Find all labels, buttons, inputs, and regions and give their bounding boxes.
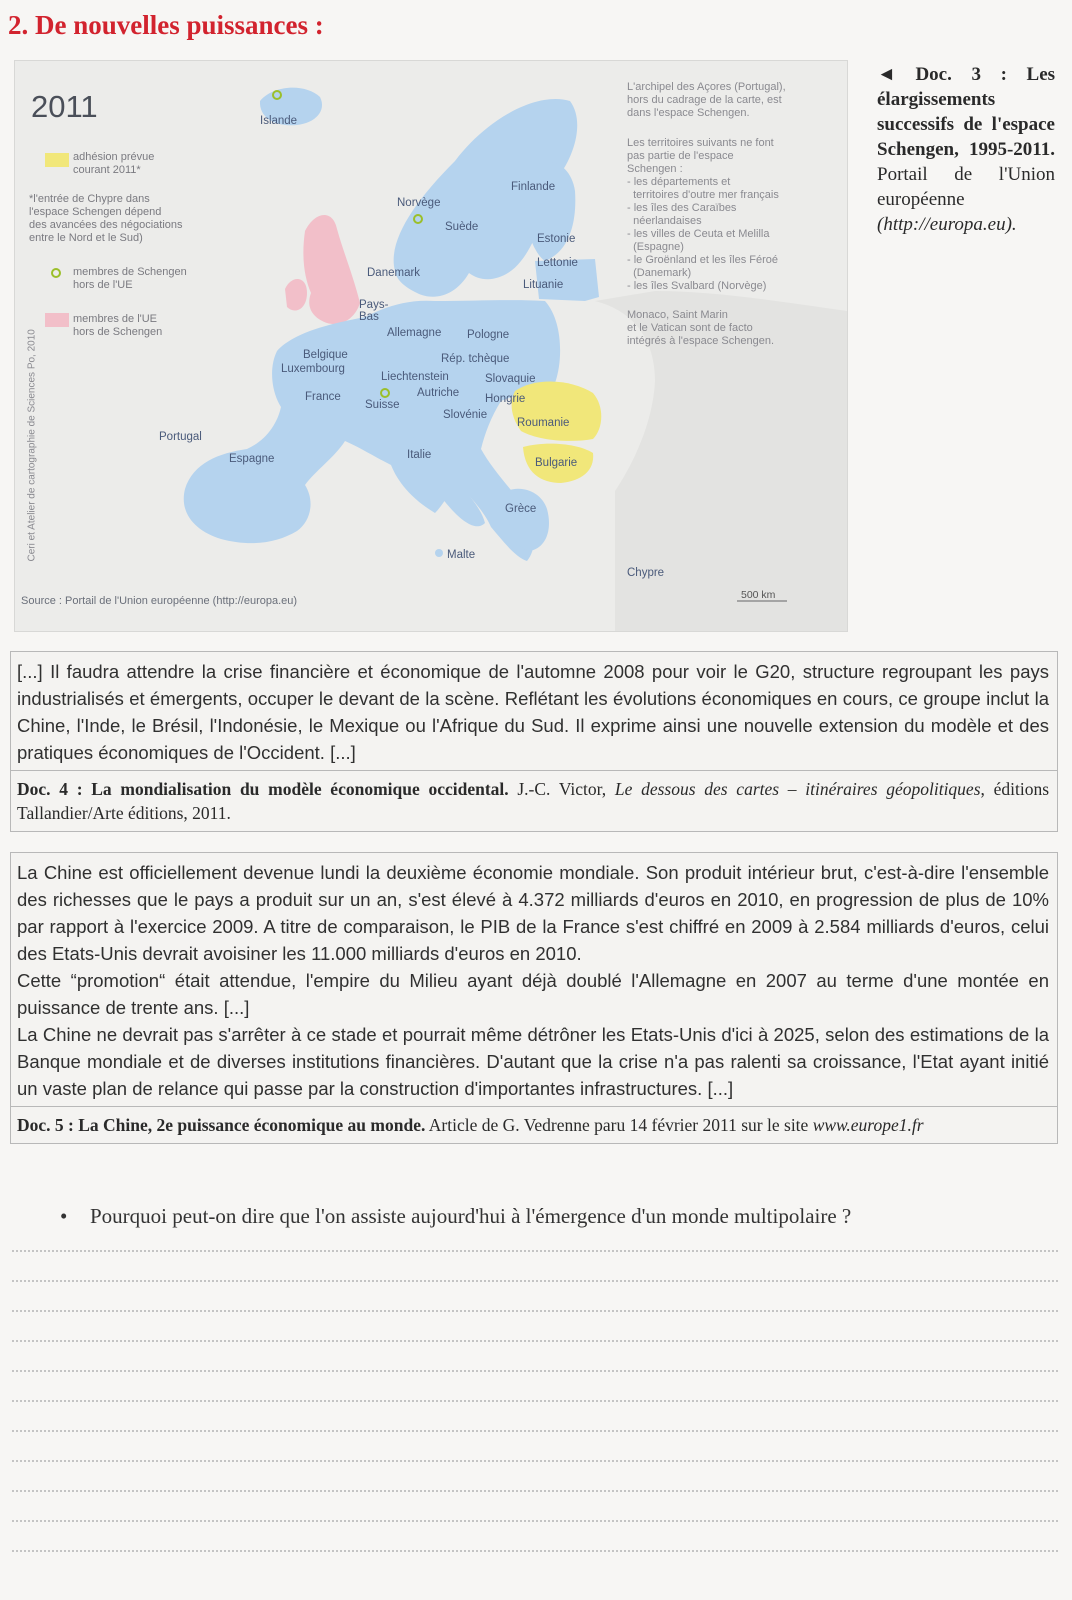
legend-eu-non-schengen: membres de l'UE hors de Schengen	[73, 313, 163, 338]
country-hongrie: Hongrie	[485, 393, 526, 405]
schengen-map	[14, 60, 848, 632]
country-pays-bas: Pays- Bas	[359, 299, 389, 323]
legend-non-eu: membres de Schengen hors de l'UE	[73, 266, 187, 291]
answer-line[interactable]	[12, 1250, 1058, 1252]
malta-shape	[435, 549, 443, 557]
country-suede: Suède	[445, 221, 479, 233]
legend-nonEU-marker	[52, 269, 60, 277]
doc3-label: Doc. 3 :	[915, 64, 1007, 85]
doc4-author: J.-C. Victor,	[517, 779, 607, 799]
note-azores: L'archipel des Açores (Portugal), hors du cadrage de la carte, est dans l'espace Schengen.	[627, 81, 786, 119]
country-rep-tcheque: Rép. tchèque	[441, 353, 510, 365]
answer-line[interactable]	[12, 1310, 1058, 1312]
answer-line[interactable]	[12, 1490, 1058, 1492]
country-italie: Italie	[407, 449, 432, 461]
map-source: Source : Portail de l'Union européenne (http://europa.eu)	[21, 595, 298, 607]
country-chypre: Chypre	[627, 567, 665, 579]
doc5-box	[10, 852, 1058, 1144]
question	[60, 1204, 851, 1229]
country-autriche: Autriche	[417, 387, 460, 399]
answer-line[interactable]	[12, 1430, 1058, 1432]
doc5-url: www.europe1.fr	[812, 1115, 924, 1135]
country-malte: Malte	[447, 549, 476, 561]
doc4-text: [...] Il faudra attendre la crise financière et économique de l'automne 2008 pour voir le G20, structure regroupant les pays industrialisés et émergents, occuper le devant de la scène. Reflétant les évolutions économiques en cours, ce groupe inclut la Chine, l'Inde, le Brésil, l'Indonésie, le Mexique ou l'Afrique du Sud. Il exprime ainsi une nouvelle extension du modèle et des pratiques économiques de l'Occident. [...]	[17, 661, 1049, 763]
country-slovaquie: Slovaquie	[485, 373, 536, 385]
country-roumanie: Roumanie	[517, 417, 570, 429]
country-espagne: Espagne	[229, 453, 275, 465]
country-suisse: Suisse	[365, 399, 400, 411]
doc4-publisher: , éditions Tallandier/Arte éditions, 2011.	[17, 779, 1050, 823]
doc5-body	[11, 853, 1057, 1106]
doc4-title: Doc. 4 : La mondialisation du modèle économique occidental.	[17, 779, 509, 799]
question-bullet: •	[60, 1204, 68, 1228]
question-text: Pourquoi peut-on dire que l'on assiste aujourd'hui à l'émergence d'un monde multipolaire ?	[90, 1204, 852, 1228]
answer-line[interactable]	[12, 1400, 1058, 1402]
doc3-marker: ◄	[877, 64, 896, 85]
doc5-source-text: Article de G. Vedrenne paru 14 février 2011 sur le site	[428, 1115, 809, 1135]
country-slovenie: Slovénie	[443, 409, 488, 421]
doc4-body	[11, 652, 1057, 770]
romania-shape	[512, 381, 602, 440]
answer-line[interactable]	[12, 1460, 1058, 1462]
country-luxembourg: Luxembourg	[281, 363, 345, 375]
doc4-book: Le dessous des cartes – itinéraires géopolitiques	[614, 779, 981, 799]
ireland-shape	[285, 279, 307, 311]
country-pologne: Pologne	[467, 329, 510, 341]
country-france: France	[305, 391, 341, 403]
section-title: 2. De nouvelles puissances :	[8, 10, 324, 40]
country-belgique: Belgique	[303, 349, 348, 361]
country-danemark: Danemark	[367, 267, 421, 279]
uk-shape	[303, 215, 360, 324]
legend-planned: adhésion prévue courant 2011*	[73, 151, 155, 176]
legend-cyprus-note: *l'entrée de Chypre dans l'espace Schengen dépend des avancées des négociations entre le Nord et le Sud)	[29, 193, 183, 244]
answer-line[interactable]	[12, 1370, 1058, 1372]
doc3-title: Les élargissements successifs de l'espace Schengen, 1995-2011.	[877, 64, 1056, 160]
country-bulgarie: Bulgarie	[535, 457, 578, 469]
country-allemagne: Allemagne	[387, 327, 442, 339]
doc5-source	[11, 1106, 1057, 1143]
country-grece: Grèce	[505, 503, 537, 515]
country-lettonie: Lettonie	[537, 257, 578, 269]
doc4-source	[11, 770, 1057, 831]
country-finlande: Finlande	[511, 181, 556, 193]
legend-planned-swatch	[45, 153, 69, 167]
note-microstates: Monaco, Saint Marin et le Vatican sont de facto intégrés à l'espace Schengen.	[627, 309, 775, 347]
answer-line[interactable]	[12, 1520, 1058, 1522]
doc4-box	[10, 651, 1058, 832]
country-lituanie: Lituanie	[523, 279, 564, 291]
country-norvege: Norvège	[397, 197, 441, 209]
answer-line[interactable]	[12, 1550, 1058, 1552]
doc5-title: Doc. 5 : La Chine, 2e puissance économique au monde.	[17, 1115, 426, 1135]
answer-line[interactable]	[12, 1280, 1058, 1282]
doc5-paragraph: La Chine ne devrait pas s'arrêter à ce stade et pourrait même détrôner les Etats-Unis d'ici à 2025, selon des estimations de la Banque mondiale et de diverses institutions financières. D'autant que la crise n'a pas ralenti sa croissance, l'Etat ayant initié un vaste plan de relance qui passe par la construction d'importantes infrastructures. [...]	[17, 1024, 1049, 1099]
answer-line[interactable]	[12, 1340, 1058, 1342]
legend-eu-non-schengen-swatch	[45, 313, 69, 327]
map-credit: Ceri et Atelier de cartographie de Sciences Po, 2010	[26, 329, 38, 562]
country-liechtenstein: Liechtenstein	[381, 371, 449, 383]
country-islande: Islande	[260, 115, 298, 127]
country-portugal: Portugal	[159, 431, 202, 443]
map-scale: 500 km	[741, 589, 776, 601]
doc3-caption	[877, 62, 1055, 237]
map-year: 2011	[31, 89, 98, 124]
doc5-paragraph: La Chine est officiellement devenue lundi la deuxième économie mondiale. Son produit intérieur brut, c'est-à-dire l'ensemble des richesses que le pays a produit sur un an, s'est élevé à 4.372 milliards d'euros en 2010, en progression de plus de 10% par rapport à l'exercice 2009. A titre de comparaison, le PIB de la France s'est chiffré en 2009 à 2.584 milliards d'euros, celui des Etats-Unis devrait avoisiner les 11.000 milliards d'euros en 2010.	[17, 862, 1049, 964]
doc5-paragraph: Cette “promotion“ était attendue, l'empire du Milieu ayant déjà doublé l'Allemagne en 2007 au terme d'une montée en puissance de trente ans. [...]	[17, 970, 1049, 1018]
doc3-url: (http://europa.eu).	[877, 214, 1017, 235]
doc3-source: Portail de l'Union européenne	[877, 164, 1055, 210]
country-estonie: Estonie	[537, 233, 576, 245]
finland-shape	[524, 162, 576, 261]
note-territories: Les territoires suivants ne font pas partie de l'espace Schengen : - les départements et territoires d'outre mer français - les îles des Caraïbes néerlandaises - les villes de Ceuta et Melilla (Espagne) - le Groënland et les îles Féroé (Danemark) - les îles Svalbard (Norvège)	[627, 137, 779, 292]
